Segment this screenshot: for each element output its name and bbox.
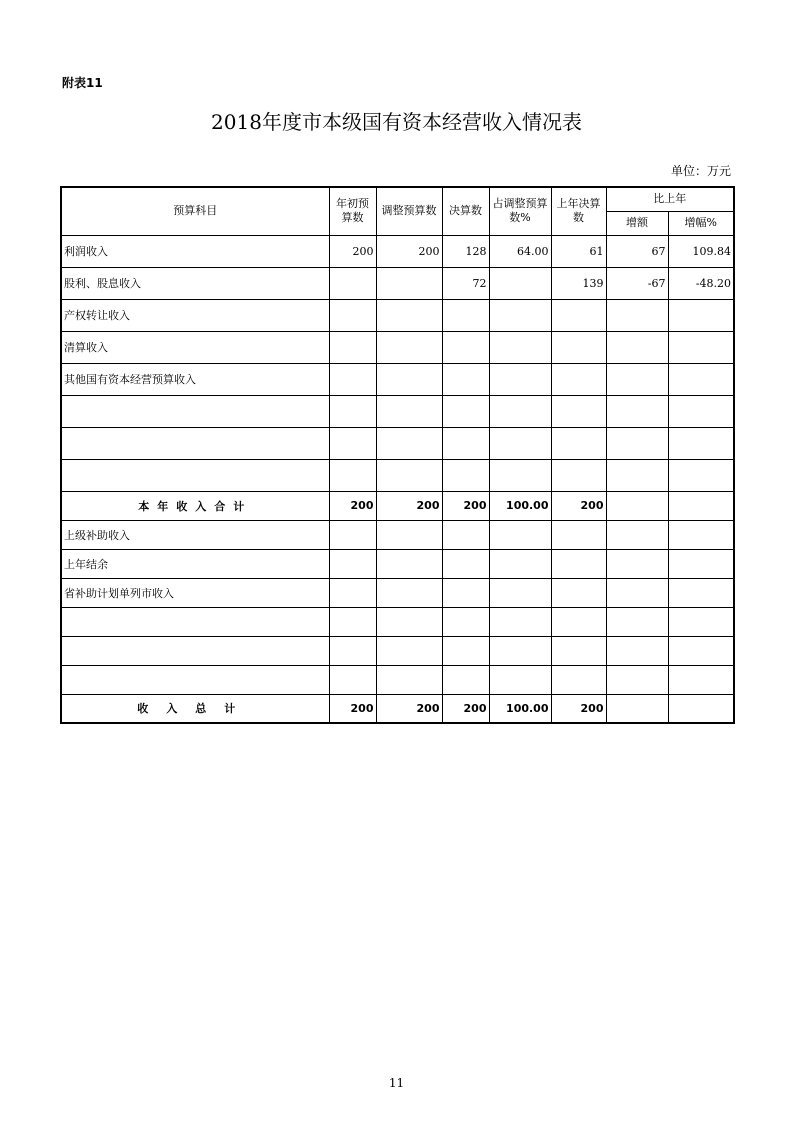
table-row [61,459,734,491]
cell-increase [606,607,668,636]
cell-pct-of-adjusted [489,578,551,607]
cell-final-account [442,459,489,491]
cell-last-year-final [551,607,606,636]
cell-increase [606,520,668,549]
cell-adjusted-budget [376,459,442,491]
page-title: 2018年度市本级国有资本经营收入情况表 [211,110,582,134]
cell-adjusted-budget [376,331,442,363]
cell-adjusted-budget [376,363,442,395]
cell-adjusted-budget [376,665,442,694]
table-row [61,578,734,607]
row-label [61,459,329,491]
cell-increase-pct [668,607,734,636]
cell-final-account [442,665,489,694]
cell-increase-pct: -48.20 [668,267,734,299]
col-header-last-year-final: 上年决算数 [551,187,606,235]
table-row [61,267,734,299]
cell-pct-of-adjusted [489,665,551,694]
cell-final-account: 72 [442,267,489,299]
cell-increase [606,459,668,491]
col-header-increase-pct: 增幅% [668,211,734,235]
cell-initial-budget [329,267,376,299]
cell-final-account [442,520,489,549]
cell-pct-of-adjusted [489,427,551,459]
cell-pct-of-adjusted [489,607,551,636]
col-header-subject: 预算科目 [61,187,329,235]
row-label [61,636,329,665]
cell-pct-of-adjusted [489,549,551,578]
cell-initial-budget [329,395,376,427]
cell-last-year-final [551,363,606,395]
row-label: 股利、股息收入 [61,267,329,299]
cell-increase [606,694,668,723]
cell-initial-budget [329,427,376,459]
cell-initial-budget [329,549,376,578]
cell-increase [606,549,668,578]
cell-pct-of-adjusted [489,636,551,665]
revenue-table [60,186,735,724]
cell-adjusted-budget [376,395,442,427]
cell-increase: -67 [606,267,668,299]
row-label [61,427,329,459]
cell-initial-budget [329,520,376,549]
attachment-label: 附表11 [62,76,103,90]
cell-adjusted-budget [376,636,442,665]
row-label: 上级补助收入 [61,520,329,549]
cell-initial-budget: 200 [329,694,376,723]
cell-increase-pct [668,694,734,723]
table-row [61,636,734,665]
row-label: 产权转让收入 [61,299,329,331]
table-row [61,395,734,427]
cell-last-year-final [551,459,606,491]
cell-increase [606,395,668,427]
cell-initial-budget [329,331,376,363]
col-header-adjusted-budget: 调整预算数 [376,187,442,235]
cell-last-year-final [551,665,606,694]
total-row [61,694,734,723]
cell-increase: 67 [606,235,668,267]
cell-final-account [442,607,489,636]
row-label: 利润收入 [61,235,329,267]
row-label [61,665,329,694]
cell-final-account [442,427,489,459]
row-label [61,395,329,427]
cell-increase-pct [668,427,734,459]
cell-increase-pct [668,665,734,694]
cell-adjusted-budget [376,520,442,549]
cell-final-account [442,363,489,395]
cell-last-year-final: 200 [551,491,606,520]
cell-final-account: 200 [442,694,489,723]
table-row [61,363,734,395]
cell-pct-of-adjusted [489,331,551,363]
cell-last-year-final [551,331,606,363]
cell-increase-pct [668,395,734,427]
cell-increase [606,363,668,395]
table-row [61,427,734,459]
row-label [61,607,329,636]
cell-final-account [442,395,489,427]
cell-adjusted-budget: 200 [376,694,442,723]
cell-last-year-final [551,578,606,607]
cell-final-account: 200 [442,491,489,520]
unit-label: 单位：万元 [670,164,731,178]
cell-pct-of-adjusted: 64.00 [489,235,551,267]
cell-adjusted-budget [376,549,442,578]
cell-initial-budget: 200 [329,491,376,520]
cell-increase-pct [668,299,734,331]
row-label: 其他国有资本经营预算收入 [61,363,329,395]
cell-last-year-final [551,636,606,665]
cell-pct-of-adjusted [489,267,551,299]
cell-initial-budget [329,299,376,331]
table-row [61,331,734,363]
cell-increase [606,299,668,331]
row-label: 省补助计划单列市收入 [61,578,329,607]
cell-initial-budget [329,665,376,694]
cell-initial-budget [329,459,376,491]
subtotal-row [61,491,734,520]
cell-last-year-final [551,427,606,459]
table-row [61,235,734,267]
col-header-initial-budget: 年初预算数 [329,187,376,235]
cell-last-year-final: 139 [551,267,606,299]
col-header-pct-of-adjusted: 占调整预算数% [489,187,551,235]
table-row [61,607,734,636]
row-label: 清算收入 [61,331,329,363]
cell-initial-budget [329,607,376,636]
table-row [61,299,734,331]
table-row [61,520,734,549]
cell-final-account [442,299,489,331]
cell-adjusted-budget: 200 [376,491,442,520]
table-row [61,665,734,694]
cell-increase [606,636,668,665]
cell-pct-of-adjusted: 100.00 [489,491,551,520]
table-row [61,549,734,578]
cell-adjusted-budget [376,299,442,331]
cell-last-year-final: 200 [551,694,606,723]
cell-initial-budget: 200 [329,235,376,267]
cell-initial-budget [329,636,376,665]
cell-increase [606,578,668,607]
cell-final-account [442,636,489,665]
total-label: 收入总计 [61,694,329,723]
cell-adjusted-budget [376,607,442,636]
cell-increase-pct [668,363,734,395]
cell-last-year-final: 61 [551,235,606,267]
cell-adjusted-budget [376,267,442,299]
cell-final-account [442,331,489,363]
cell-pct-of-adjusted [489,520,551,549]
cell-increase-pct [668,549,734,578]
col-header-increase: 增额 [606,211,668,235]
cell-last-year-final [551,549,606,578]
cell-adjusted-budget [376,427,442,459]
cell-final-account: 128 [442,235,489,267]
cell-last-year-final [551,299,606,331]
cell-final-account [442,578,489,607]
cell-pct-of-adjusted [489,299,551,331]
cell-increase [606,665,668,694]
cell-increase-pct [668,491,734,520]
cell-pct-of-adjusted [489,459,551,491]
page-number: 11 [388,1076,405,1090]
cell-adjusted-budget: 200 [376,235,442,267]
cell-increase-pct [668,520,734,549]
cell-last-year-final [551,395,606,427]
cell-increase [606,427,668,459]
cell-pct-of-adjusted [489,363,551,395]
cell-increase-pct [668,578,734,607]
cell-increase-pct [668,331,734,363]
cell-pct-of-adjusted: 100.00 [489,694,551,723]
cell-pct-of-adjusted [489,395,551,427]
cell-adjusted-budget [376,578,442,607]
cell-increase-pct [668,459,734,491]
cell-last-year-final [551,520,606,549]
cell-initial-budget [329,363,376,395]
cell-increase [606,331,668,363]
col-header-vs-last-year: 比上年 [606,187,734,211]
cell-final-account [442,549,489,578]
cell-increase-pct: 109.84 [668,235,734,267]
cell-initial-budget [329,578,376,607]
col-header-final-account: 决算数 [442,187,489,235]
cell-increase [606,491,668,520]
cell-increase-pct [668,636,734,665]
row-label: 上年结余 [61,549,329,578]
subtotal-label: 本年收入合计 [61,491,329,520]
